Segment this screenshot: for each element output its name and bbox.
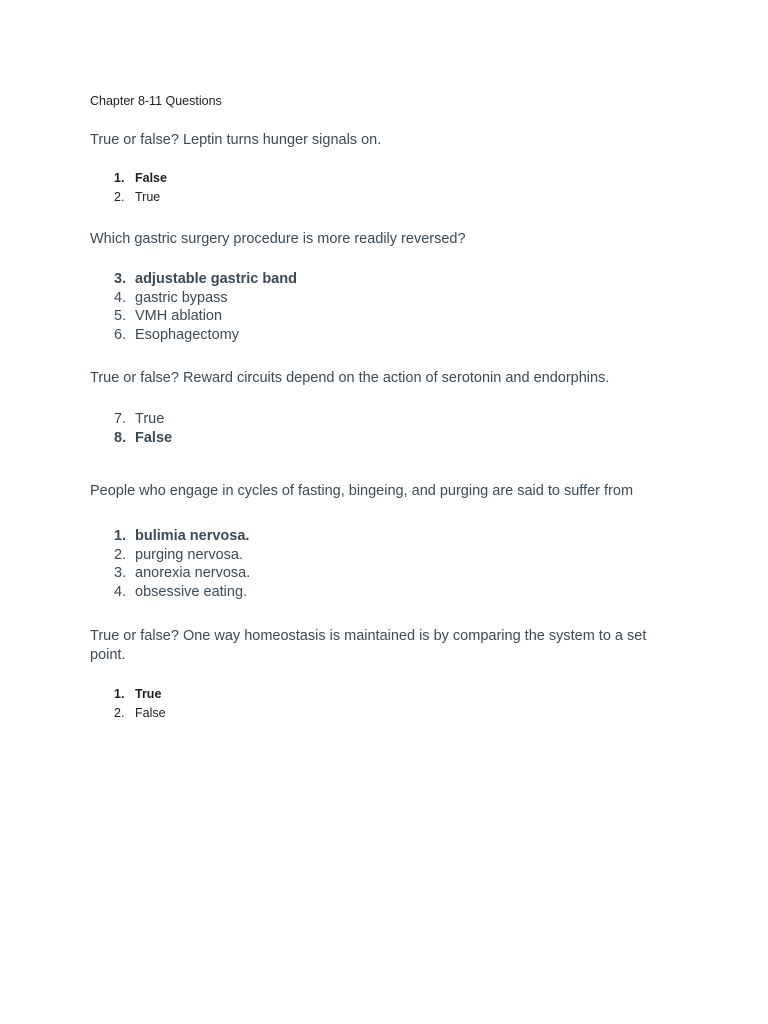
answer-text: False xyxy=(135,706,166,720)
question-text: True or false? Reward circuits depend on the action of serotonin and endorphins. xyxy=(90,370,610,386)
answer-item xyxy=(114,326,297,345)
question-text: People who engage in cycles of fasting, bingeing, and purging are said to suffer from xyxy=(90,483,634,499)
answer-text: purging nervosa. xyxy=(135,546,244,563)
answer-text: False xyxy=(135,429,173,446)
answer-number: 1. xyxy=(114,687,125,701)
answer-item xyxy=(114,270,297,289)
question-text: True or false? Leptin turns hunger signals on. xyxy=(90,132,382,148)
question-text: Which gastric surgery procedure is more readily reversed? xyxy=(90,231,466,247)
answer-text: adjustable gastric band xyxy=(135,271,297,287)
answer-item xyxy=(114,564,250,583)
answer-list xyxy=(114,527,250,602)
answer-list xyxy=(114,410,172,447)
answer-item xyxy=(114,704,166,723)
answer-item xyxy=(114,289,297,308)
answer-list xyxy=(114,270,297,345)
answer-number: 2. xyxy=(114,546,127,563)
answer-item xyxy=(114,188,167,207)
answer-text: True xyxy=(135,190,161,204)
answer-item xyxy=(114,410,172,429)
answer-list xyxy=(114,685,166,723)
answer-text: gastric bypass xyxy=(135,289,228,306)
answer-number: 5. xyxy=(114,308,127,325)
answer-number: 2. xyxy=(114,190,125,204)
answer-list xyxy=(114,169,167,207)
answer-number: 4. xyxy=(114,289,127,306)
answer-number: 3. xyxy=(114,271,127,287)
answer-number: 1. xyxy=(114,528,127,544)
answer-item xyxy=(114,527,250,546)
answer-text: obsessive eating. xyxy=(135,584,248,601)
answer-item xyxy=(114,685,166,704)
answer-number: 4. xyxy=(114,584,127,601)
answer-number: 8. xyxy=(114,429,127,446)
answer-text: True xyxy=(135,411,165,427)
answer-item xyxy=(114,429,172,448)
answer-text: anorexia nervosa. xyxy=(135,565,251,582)
answer-text: VMH ablation xyxy=(135,308,223,325)
answer-item xyxy=(114,583,250,602)
answer-item xyxy=(114,546,250,565)
answer-item xyxy=(114,307,297,326)
answer-item xyxy=(114,169,167,188)
answer-number: 3. xyxy=(114,565,127,582)
answer-text: True xyxy=(135,687,162,701)
answer-text: bulimia nervosa. xyxy=(135,528,250,544)
answer-number: 7. xyxy=(114,411,127,427)
answer-number: 6. xyxy=(114,327,127,344)
answer-number: 1. xyxy=(114,171,125,185)
question-text: True or false? One way homeostasis is maintained is by comparing the system to a set point. xyxy=(90,628,647,663)
answer-text: False xyxy=(135,171,167,185)
answer-number: 2. xyxy=(114,706,125,720)
document-title: Chapter 8-11 Questions xyxy=(90,94,222,108)
answer-text: Esophagectomy xyxy=(135,327,239,344)
